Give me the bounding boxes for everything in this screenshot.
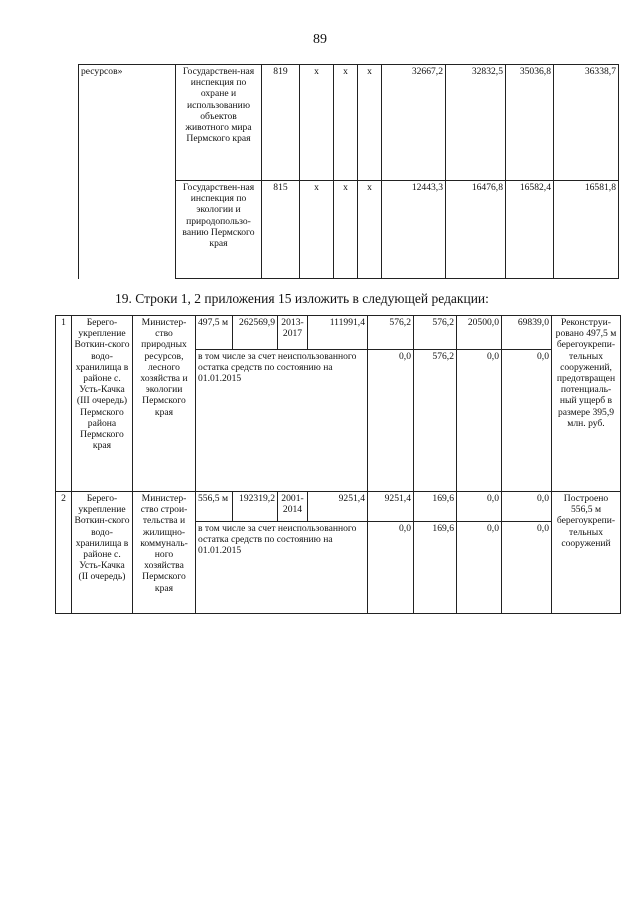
value-cell: 12443,3	[382, 181, 446, 279]
period-cell: 2013-2017	[278, 316, 308, 350]
subtotal-note: в том числе за счет неиспользованного остатка средств по состоянию на 01.01.2015	[196, 350, 368, 492]
x-cell: x	[334, 65, 358, 181]
value-cell: 35036,8	[506, 65, 554, 181]
value-cell: 16582,4	[506, 181, 554, 279]
value-cell: 111991,4	[308, 316, 368, 350]
org-code: 815	[262, 181, 300, 279]
org-name: Государствен-ная инспекция по экологии и природопользо-ванию Пермского края	[176, 181, 262, 279]
value-cell: 0,0	[457, 350, 502, 492]
result-text: Реконструи-ровано 497,5 м берегоукрепи-тельных сооружений, предотвращен потенциаль-ный ущерб в размере 395,9 млн. руб.	[552, 316, 621, 492]
value-cell: 169,6	[414, 492, 457, 522]
value-cell: 576,2	[414, 350, 457, 492]
value-cell: 69839,0	[502, 316, 552, 350]
carry-text: ресурсов»	[79, 65, 176, 279]
value-cell: 576,2	[414, 316, 457, 350]
org-code: 819	[262, 65, 300, 181]
value-cell: 16476,8	[446, 181, 506, 279]
value-cell: 0,0	[502, 350, 552, 492]
value-cell: 0,0	[502, 522, 552, 614]
value-cell: 169,6	[414, 522, 457, 614]
value-cell: 32667,2	[382, 65, 446, 181]
capacity-cell: 497,5 м	[196, 316, 233, 350]
capacity-cell: 556,5 м	[196, 492, 233, 522]
table-row	[79, 65, 619, 181]
ministry-name: Министер-ство природных ресурсов, лесного хозяйства и экологии Пермского края	[133, 316, 196, 492]
value-cell: 9251,4	[308, 492, 368, 522]
object-name: Берего-укрепление Воткин-ского водо-хранилища в районе с. Усть-Качка (II очередь)	[72, 492, 133, 614]
value-cell: 0,0	[502, 492, 552, 522]
appendix-table	[55, 315, 621, 614]
result-text: Построено 556,5 м берегоукрепи-тельных сооружений	[552, 492, 621, 614]
value-cell: 16581,8	[554, 181, 619, 279]
row-number: 2	[56, 492, 72, 614]
value-cell: 0,0	[457, 492, 502, 522]
section-heading: 19. Строки 1, 2 приложения 15 изложить в следующей редакции:	[115, 291, 489, 306]
cost-cell: 192319,2	[233, 492, 278, 522]
continuation-table	[78, 64, 619, 279]
value-cell: 0,0	[368, 522, 414, 614]
value-cell: 9251,4	[368, 492, 414, 522]
x-cell: x	[358, 65, 382, 181]
value-cell: 36338,7	[554, 65, 619, 181]
x-cell: x	[358, 181, 382, 279]
row-number: 1	[56, 316, 72, 492]
subtotal-note: в том числе за счет неиспользованного остатка средств по состоянию на 01.01.2015	[196, 522, 368, 614]
value-cell: 0,0	[368, 350, 414, 492]
page-number: 89	[313, 32, 327, 47]
value-cell: 20500,0	[457, 316, 502, 350]
x-cell: x	[300, 65, 334, 181]
cost-cell: 262569,9	[233, 316, 278, 350]
table-row	[56, 492, 621, 522]
table-row	[56, 316, 621, 350]
value-cell: 0,0	[457, 522, 502, 614]
value-cell: 32832,5	[446, 65, 506, 181]
object-name: Берего-укрепление Воткин-ского водо-хранилища в районе с. Усть-Качка (III очередь) Пермского района Пермского края	[72, 316, 133, 492]
x-cell: x	[300, 181, 334, 279]
period-cell: 2001-2014	[278, 492, 308, 522]
ministry-name: Министер-ство строи-тельства и жилищно-коммуналь-ного хозяйства Пермского края	[133, 492, 196, 614]
value-cell: 576,2	[368, 316, 414, 350]
org-name: Государствен-ная инспекция по охране и использованию объектов животного мира Пермского края	[176, 65, 262, 181]
x-cell: x	[334, 181, 358, 279]
